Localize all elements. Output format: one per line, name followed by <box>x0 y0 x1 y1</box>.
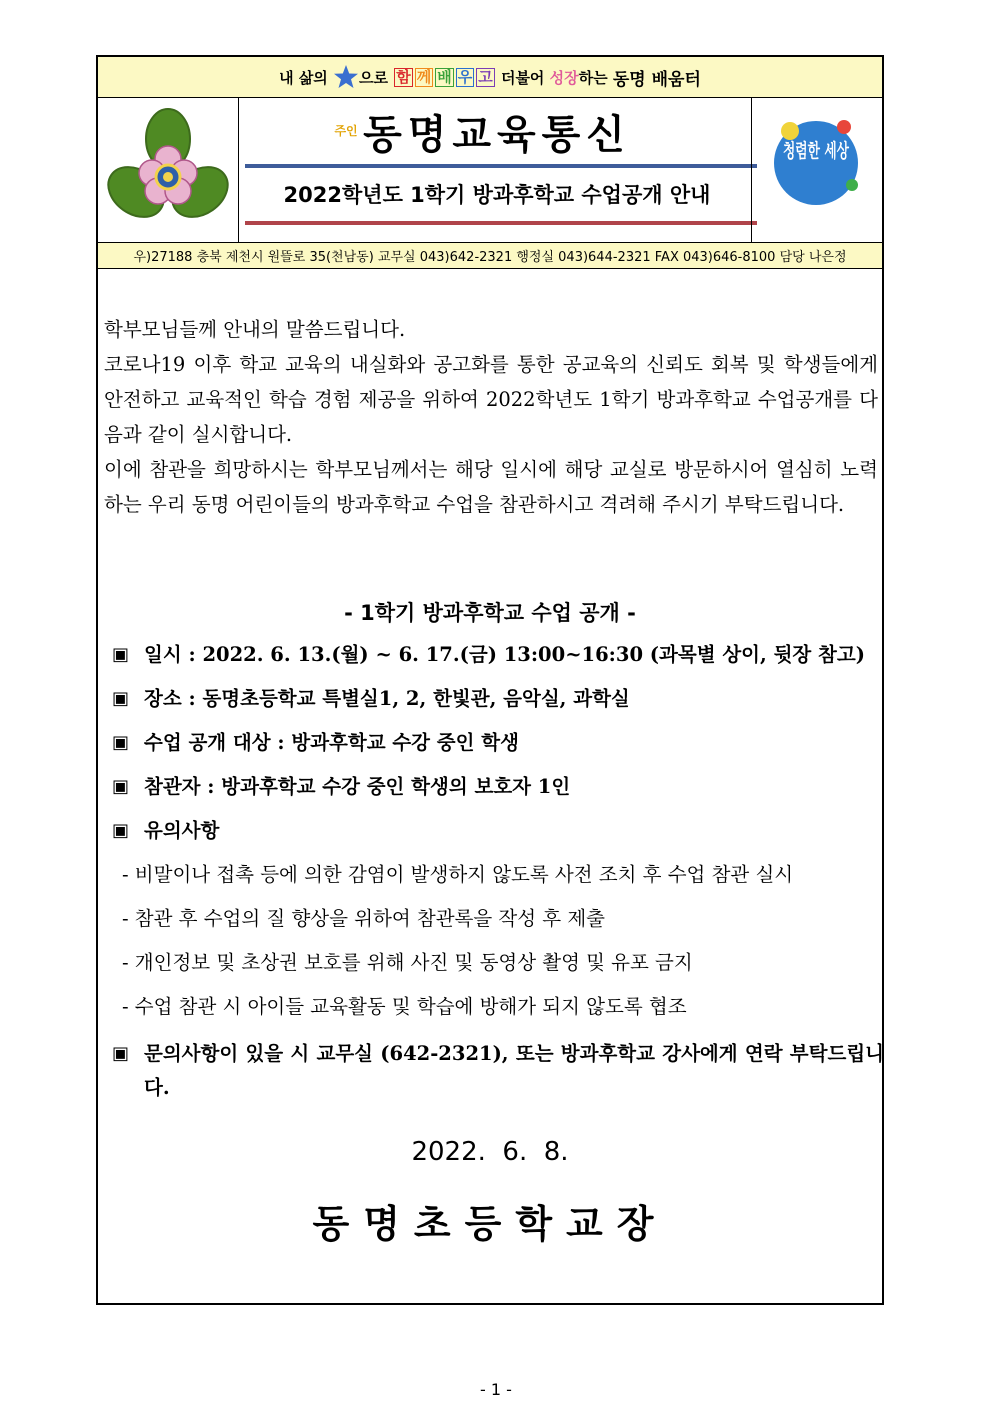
notice-item-visitor <box>112 773 884 817</box>
slogan-part2: 으로 <box>359 68 394 87</box>
slogan-box-3: 배 <box>437 67 452 86</box>
integrity-logo-icon <box>752 97 882 242</box>
notice-item-text: 수업 공개 대상 : 방과후학교 수강 중인 학생 <box>144 731 519 754</box>
notice-item-text: 일시 : 2022. 6. 13.(월) ~ 6. 17.(금) 13:00~16:30 (과목별 상이, 뒷장 참고) <box>144 643 865 666</box>
notice-item-date <box>112 641 884 685</box>
integrity-logo-cell <box>751 97 882 242</box>
school-emblem-icon <box>98 97 238 242</box>
caution-item: - 참관 후 수업의 질 향상을 위하여 참관록을 작성 후 제출 <box>122 907 605 930</box>
bullet-icon: ▣ <box>112 776 130 797</box>
bullet-icon: ▣ <box>112 732 130 753</box>
notice-item-text: 문의사항이 있을 시 교무실 (642-2321), 또는 방과후학교 강사에게 연락 부탁드립니다. <box>144 1042 884 1099</box>
bullet-icon: ▣ <box>112 820 130 841</box>
title-divider-blue <box>245 164 757 168</box>
bullet-icon: ▣ <box>112 1043 130 1064</box>
notice-item-contact <box>112 1037 884 1105</box>
issue-date: 2022. 6. 8. <box>411 1137 569 1167</box>
newsletter-title: 동명교육통신 <box>363 111 631 158</box>
slogan-box-2: 께 <box>416 67 432 86</box>
school-emblem-cell <box>98 97 239 242</box>
slogan-part1: 내 삶의 <box>279 68 334 87</box>
signer-name: 동명초등학교장 <box>312 1201 668 1246</box>
slogan-star-word: 주인 <box>334 124 358 138</box>
intro-body <box>104 312 878 522</box>
slogan-heart-word: 성장 <box>549 68 579 87</box>
slogan-box-4: 우 <box>457 67 473 86</box>
slogan-box-1: 함 <box>396 67 411 86</box>
notice-item-text: 참관자 : 방과후학교 수강 중인 학생의 보호자 1인 <box>144 775 571 798</box>
notice-section-title: - 1학기 방과후학교 수업 공개 - <box>344 601 636 625</box>
slogan-part5: 동명 배움터 <box>612 69 701 90</box>
intro-paragraph-1: 학부모님들께 안내의 말씀드립니다. <box>104 318 406 341</box>
header-row <box>98 97 882 243</box>
title-divider-red <box>245 221 757 225</box>
intro-paragraph-3: 이에 참관을 희망하시는 학부모님께서는 해당 일시에 해당 교실로 방문하시어 열심히 노력하는 우리 동명 어린이들의 방과후학교 수업을 참관하시고 격려해 주시기 부탁드립니다. <box>104 458 878 516</box>
slogan-box-5: 고 <box>478 67 493 86</box>
notice-item-cautions <box>112 817 884 861</box>
slogan-part4: 하는 <box>578 68 613 87</box>
notice-item-target <box>112 729 884 773</box>
caution-item: - 비말이나 접촉 등에 의한 감염이 발생하지 않도록 사전 조치 후 수업 참관 실시 <box>122 863 794 886</box>
title-cell <box>239 97 755 242</box>
caution-item: - 개인정보 및 초상권 보호를 위해 사진 및 동영상 촬영 및 유포 금지 <box>122 951 693 974</box>
bullet-icon: ▣ <box>112 688 130 709</box>
caution-item: - 수업 참관 시 아이들 교육활동 및 학습에 방해가 되지 않도록 협조 <box>122 995 687 1018</box>
integrity-logo-text: 청렴한 세상 <box>783 140 882 162</box>
notice-item-place <box>112 685 884 729</box>
intro-paragraph-2: 코로나19 이후 학교 교육의 내실화와 공고화를 통한 공교육의 신뢰도 회복 및 학생들에게 안전하고 교육적인 학습 경험 제공을 위하여 2022학년도 1학기 방과후학교 수업공개를 다음과 같이 실시합니다. <box>104 353 878 446</box>
bullet-icon: ▣ <box>112 644 130 665</box>
address-line: 우)27188 충북 제천시 원뜰로 35(천남동) 교무실 043)642-2321 행정실 043)644-2321 FAX 043)646-8100 담당 나은정 <box>98 243 882 269</box>
slogan-part3: 더불어 <box>495 68 550 87</box>
notice-item-text: 장소 : 동명초등학교 특별실1, 2, 한빛관, 음악실, 과학실 <box>144 687 630 710</box>
notice-item-text: 유의사항 <box>144 819 220 842</box>
newsletter-frame <box>96 55 884 1305</box>
newsletter-subtitle: 2022학년도 1학기 방과후학교 수업공개 안내 <box>283 183 711 207</box>
star-icon <box>333 64 359 138</box>
page-number: - 1 - <box>480 1380 512 1399</box>
notice-items <box>112 641 884 1105</box>
